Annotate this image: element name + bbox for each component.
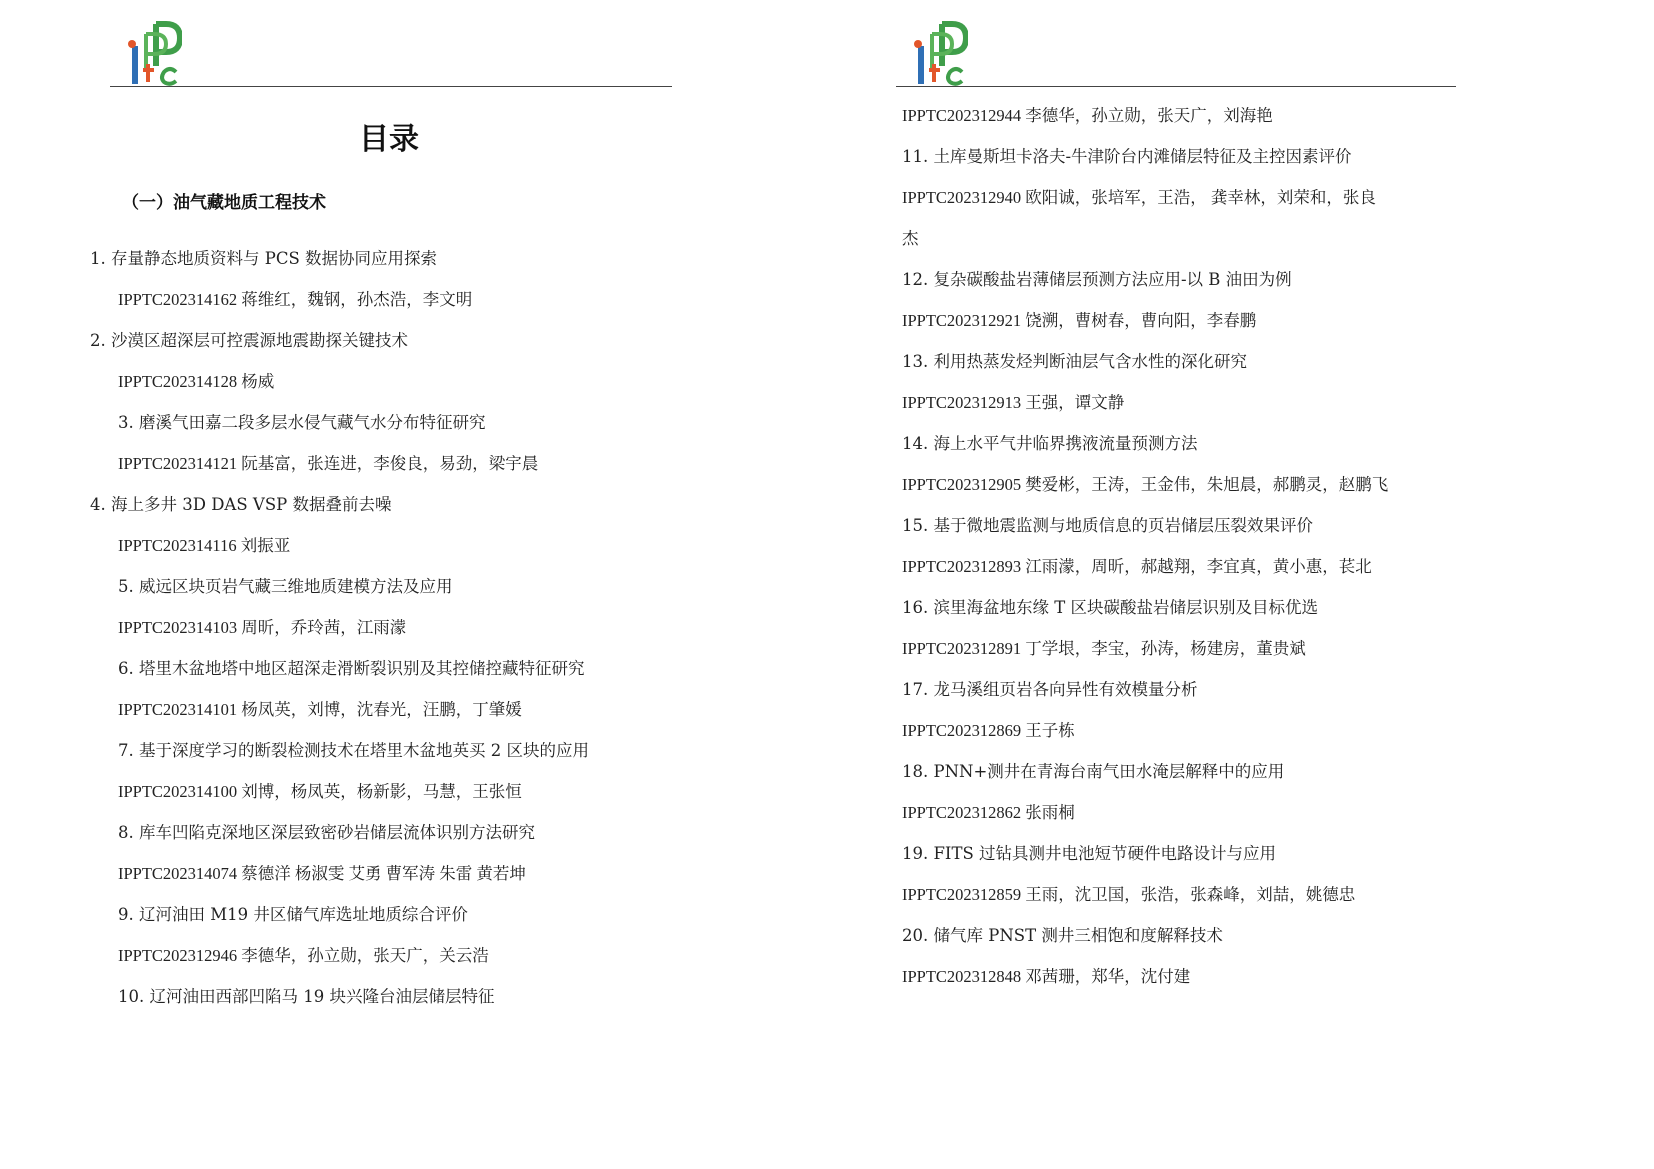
toc-authors: IPPTC202314116 刘振亚 xyxy=(118,536,291,555)
toc-authors: IPPTC202312862 张雨桐 xyxy=(902,803,1075,822)
toc-authors-continued: 杰 xyxy=(902,229,919,248)
toc-entry[interactable]: 20. 储气库 PNST 测井三相饱和度解释技术 xyxy=(902,926,1223,945)
toc-entry[interactable]: 14. 海上水平气井临界携液流量预测方法 xyxy=(902,434,1198,453)
ipptc-logo-icon xyxy=(912,20,968,86)
toc-entry[interactable]: 12. 复杂碳酸盐岩薄储层预测方法应用-以 B 油田为例 xyxy=(902,270,1292,289)
toc-authors: IPPTC202312940 欧阳诚，张培军，王浩， 龚幸林，刘荣和，张良 xyxy=(902,188,1376,207)
toc-entry[interactable]: 7. 基于深度学习的断裂检测技术在塔里木盆地英买 2 区块的应用 xyxy=(118,741,589,760)
toc-entry[interactable]: 11. 土库曼斯坦卡洛夫-牛津阶台内滩储层特征及主控因素评价 xyxy=(902,147,1352,166)
section-heading: （一）油气藏地质工程技术 xyxy=(122,193,326,213)
toc-entry[interactable]: 9. 辽河油田 M19 井区储气库选址地质综合评价 xyxy=(118,905,468,924)
toc-entry[interactable]: 18. PNN+测井在青海台南气田水淹层解释中的应用 xyxy=(902,762,1285,781)
toc-authors: IPPTC202312913 王强，谭文静 xyxy=(902,393,1125,412)
toc-authors: IPPTC202314100 刘博，杨凤英，杨新影，马慧，王张恒 xyxy=(118,782,522,801)
toc-entry[interactable]: 6. 塔里木盆地塔中地区超深走滑断裂识别及其控储控藏特征研究 xyxy=(118,659,585,678)
toc-authors: IPPTC202312891 丁学垠，李宝，孙涛，杨建房，董贵斌 xyxy=(902,639,1306,658)
toc-authors: IPPTC202314101 杨凤英，刘博，沈春光，汪鹏，丁肇媛 xyxy=(118,700,522,719)
toc-authors: IPPTC202312859 王雨，沈卫国，张浩，张森峰，刘喆，姚德忠 xyxy=(902,885,1356,904)
toc-entry[interactable]: 10. 辽河油田西部凹陷马 19 块兴隆台油层储层特征 xyxy=(118,987,495,1006)
toc-authors: IPPTC202314121 阮基富，张连进，李俊良，易劲，梁宇晨 xyxy=(118,454,539,473)
toc-entry[interactable]: 2. 沙漠区超深层可控震源地震勘探关键技术 xyxy=(90,331,408,350)
toc-entry[interactable]: 17. 龙马溪组页岩各向异性有效模量分析 xyxy=(902,680,1198,699)
toc-entry[interactable]: 16. 滨里海盆地东缘 T 区块碳酸盐岩储层识别及目标优选 xyxy=(902,598,1318,617)
toc-entry[interactable]: 8. 库车凹陷克深地区深层致密砂岩储层流体识别方法研究 xyxy=(118,823,535,842)
toc-entry[interactable]: 3. 磨溪气田嘉二段多层水侵气藏气水分布特征研究 xyxy=(118,413,486,432)
header-rule xyxy=(896,86,1456,87)
toc-authors: IPPTC202314074 蔡德洋 杨淑雯 艾勇 曹军涛 朱雷 黄若坤 xyxy=(118,864,526,883)
toc-authors: IPPTC202312905 樊爱彬，王涛，王金伟，朱旭晨，郝鹏灵，赵鹏飞 xyxy=(902,475,1389,494)
page-title: 目录 xyxy=(359,122,419,157)
toc-authors: IPPTC202314103 周昕，乔玲茜，江雨濛 xyxy=(118,618,407,637)
toc-authors: IPPTC202312946 李德华，孙立勋，张天广，关云浩 xyxy=(118,946,489,965)
right-page xyxy=(778,0,1556,1100)
toc-authors: IPPTC202314128 杨威 xyxy=(118,372,275,391)
ipptc-logo-icon xyxy=(126,20,182,86)
toc-entry[interactable]: 1. 存量静态地质资料与 PCS 数据协同应用探索 xyxy=(90,249,438,268)
toc-entry[interactable]: 13. 利用热蒸发烃判断油层气含水性的深化研究 xyxy=(902,352,1247,371)
toc-entry[interactable]: 15. 基于微地震监测与地质信息的页岩储层压裂效果评价 xyxy=(902,516,1313,535)
toc-authors: IPPTC202312893 江雨濛，周昕，郝越翔，李宜真，黄小惠，苌北 xyxy=(902,557,1372,576)
toc-entry[interactable]: 5. 威远区块页岩气藏三维地质建模方法及应用 xyxy=(118,577,453,596)
toc-authors: IPPTC202312944 李德华，孙立勋，张天广，刘海艳 xyxy=(902,106,1273,125)
toc-authors: IPPTC202312848 邓茜珊，郑华，沈付建 xyxy=(902,967,1191,986)
left-page xyxy=(0,0,778,1100)
toc-authors: IPPTC202312921 饶溯，曹树春，曹向阳，李春鹏 xyxy=(902,311,1257,330)
toc-authors: IPPTC202314162 蒋维红，魏钢，孙杰浩，李文明 xyxy=(118,290,473,309)
toc-authors: IPPTC202312869 王子栋 xyxy=(902,721,1075,740)
header-rule xyxy=(110,86,672,87)
toc-entry[interactable]: 4. 海上多井 3D DAS VSP 数据叠前去噪 xyxy=(90,495,392,514)
toc-entry[interactable]: 19. FITS 过钻具测井电池短节硬件电路设计与应用 xyxy=(902,844,1277,863)
